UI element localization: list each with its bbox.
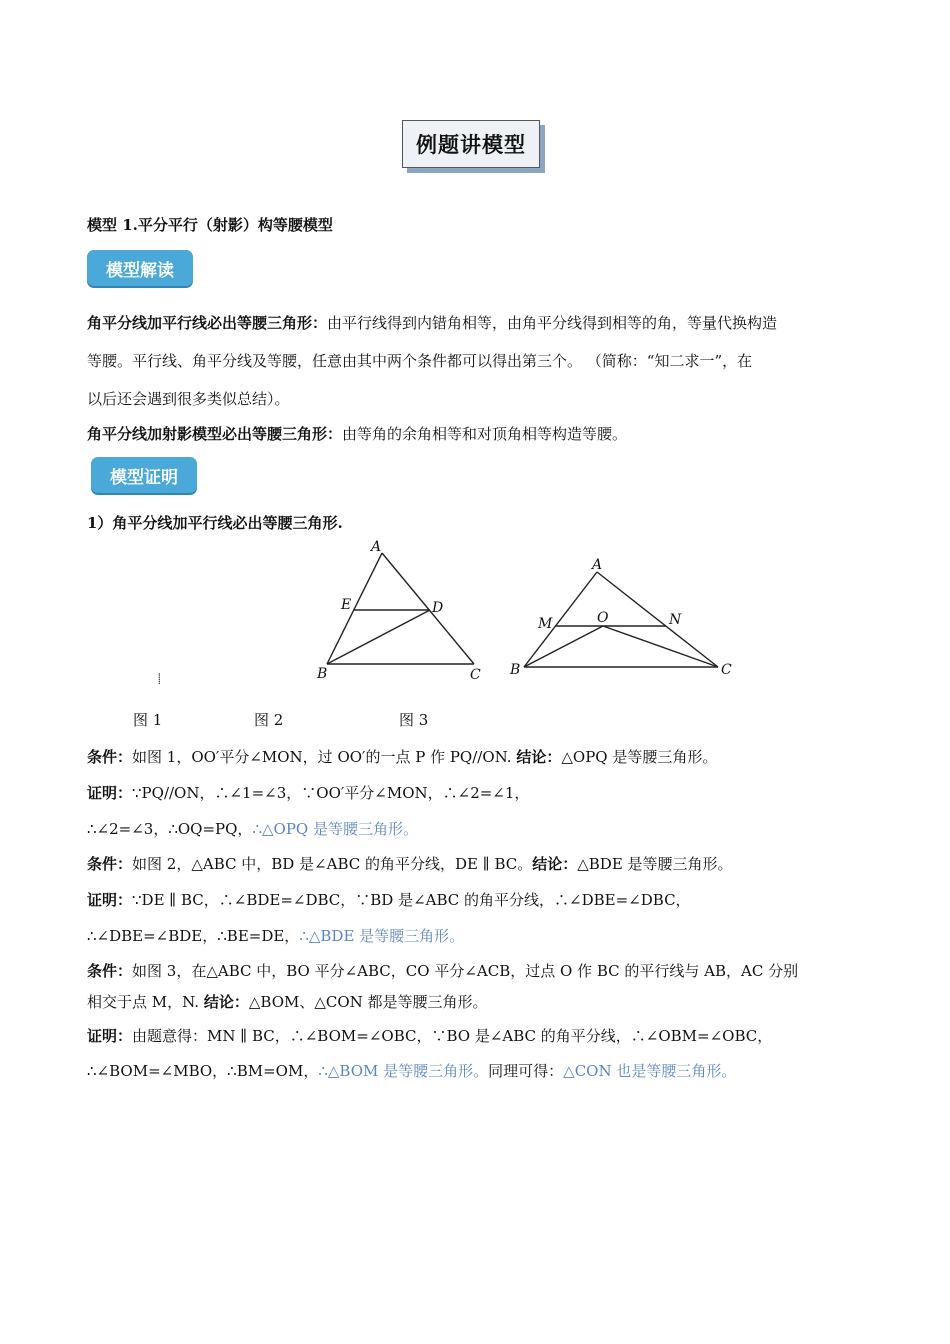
- reading-p1-text: 由平行线得到内错角相等，由角平分线得到相等的角，等量代换构造: [327, 314, 778, 332]
- case1-concl-label: 结论：: [516, 748, 562, 766]
- case1-proof-label: 证明：: [87, 784, 133, 802]
- case2-cond-label: 条件：: [87, 855, 133, 873]
- fig3-side-ab: [524, 572, 597, 667]
- case3-proof-label: 证明：: [87, 1027, 133, 1045]
- case3-cond-label: 条件：: [87, 962, 133, 980]
- figures-area: [0, 535, 950, 695]
- case1-concl-text: △OPQ 是等腰三角形。: [561, 748, 718, 766]
- reading-paragraph-1-line-2: 等腰。平行线、角平分线及等腰，任意由其中两个条件都可以得出第三个。 （简称：“知二求一”，在: [87, 352, 753, 370]
- model-reading-badge: 模型解读: [87, 250, 193, 286]
- proof-subheading-1: 1）角平分线加平行线必出等腰三角形.: [87, 514, 343, 532]
- case2-proof-text-2a: ∴∠DBE=∠BDE，∴BE=DE，: [87, 927, 300, 945]
- case2-proof-label: 证明：: [87, 891, 133, 909]
- fig3-side-ac: [597, 572, 718, 667]
- fig2-label-b: B: [317, 666, 328, 682]
- reading-paragraph-1-line-3: 以后还会遇到很多类似总结）。: [87, 390, 290, 408]
- fig3-label-m: M: [538, 616, 553, 632]
- case2-cond-text: 如图 2，△ABC 中，BD 是∠ABC 的角平分线，DE ∥ BC。: [132, 855, 533, 873]
- fig2-label-e: E: [341, 597, 352, 613]
- reading-paragraph-1-line-1: [87, 312, 777, 333]
- case2-proof-line-2: [87, 925, 464, 946]
- case3-proof-text-2c: 同理可得：: [488, 1062, 564, 1080]
- case1-proof-text-2a: ∴∠2=∠3，∴OQ=PQ，: [87, 820, 253, 838]
- fig3-segment-bo: [524, 626, 603, 667]
- case3-proof-text-2b: ∴△BOM 是等腰三角形。: [318, 1062, 489, 1080]
- case3-proof-line-2: [87, 1060, 736, 1081]
- case2-proof-text-2b: ∴△BDE 是等腰三角形。: [299, 927, 465, 945]
- fig3-label-o: O: [597, 610, 609, 626]
- case3-concl-text: △BOM、△CON 都是等腰三角形。: [248, 993, 488, 1011]
- section-title: 例题讲模型: [402, 120, 540, 168]
- fig3-label-a: A: [592, 557, 603, 573]
- case1-proof-line-2: [87, 818, 418, 839]
- reading-p2-text: 由等角的余角相等和对顶角相等构造等腰。: [342, 425, 628, 443]
- reading-p2-bold: 角平分线加射影模型必出等腰三角形：: [87, 425, 343, 443]
- case3-condition-line-1: [87, 960, 798, 981]
- figure-1-caption: 图 1: [133, 711, 163, 729]
- fig2-label-c: C: [470, 667, 481, 683]
- model-proof-badge: 模型证明: [91, 457, 197, 493]
- fig2-segment-bd: [327, 610, 430, 664]
- case3-proof-text-2a: ∴∠BOM=∠MBO，∴BM=OM，: [87, 1062, 319, 1080]
- case1-proof-line-1: [87, 782, 529, 803]
- case2-proof-line-1: [87, 889, 691, 910]
- figure-3-caption: 图 3: [399, 711, 429, 729]
- figure-2-caption: 图 2: [254, 711, 284, 729]
- case3-cond-text: 如图 3，在△ABC 中，BO 平分∠ABC，CO 平分∠ACB，过点 O 作 BC 的平行线与 AB，AC 分别: [132, 962, 799, 980]
- fig2-label-d: D: [432, 600, 444, 616]
- fig3-label-n: N: [669, 612, 682, 628]
- fig2-label-a: A: [371, 539, 382, 555]
- case2-condition: [87, 853, 733, 874]
- case2-concl-label: 结论：: [532, 855, 578, 873]
- case1-proof-text-1: ∵PQ//ON，∴∠1=∠3，∵OO′平分∠MON，∴∠2=∠1，: [132, 784, 530, 802]
- reading-paragraph-2: [87, 423, 627, 444]
- model-heading: 模型 1.平分平行（射影）构等腰模型: [87, 216, 333, 234]
- case3-condition-line-2: [87, 991, 488, 1012]
- reading-p1-bold: 角平分线加平行线必出等腰三角形：: [87, 314, 328, 332]
- fig2-side-ac: [382, 553, 474, 664]
- figure-3: [524, 572, 718, 667]
- fig1-mark: ⸽: [158, 674, 161, 685]
- case3-proof-line-1: [87, 1025, 772, 1046]
- fig3-label-c: C: [721, 662, 732, 678]
- case3-cond-text-2: 相交于点 M，N.: [87, 993, 200, 1011]
- case1-condition: [87, 746, 717, 767]
- case3-concl-label: 结论：: [203, 993, 249, 1011]
- case2-concl-text: △BDE 是等腰三角形。: [577, 855, 733, 873]
- fig3-label-b: B: [510, 662, 521, 678]
- case1-proof-text-2b: ∴△OPQ 是等腰三角形。: [252, 820, 418, 838]
- fig3-segment-co: [603, 626, 718, 667]
- case1-cond-text: 如图 1，OO′平分∠MON，过 OO′的一点 P 作 PQ//ON.: [132, 748, 512, 766]
- case3-proof-text-1: 由题意得：MN ∥ BC，∴∠BOM=∠OBC，∵BO 是∠ABC 的角平分线，∴∠OBM=∠OBC，: [132, 1027, 773, 1045]
- case3-proof-text-2d: △CON 也是等腰三角形。: [563, 1062, 737, 1080]
- case2-proof-text-1: ∵DE ∥ BC，∴∠BDE=∠DBC，∵BD 是∠ABC 的角平分线，∴∠DBE=∠DBC，: [132, 891, 691, 909]
- fig2-side-ab: [327, 553, 382, 664]
- case1-cond-label: 条件：: [87, 748, 133, 766]
